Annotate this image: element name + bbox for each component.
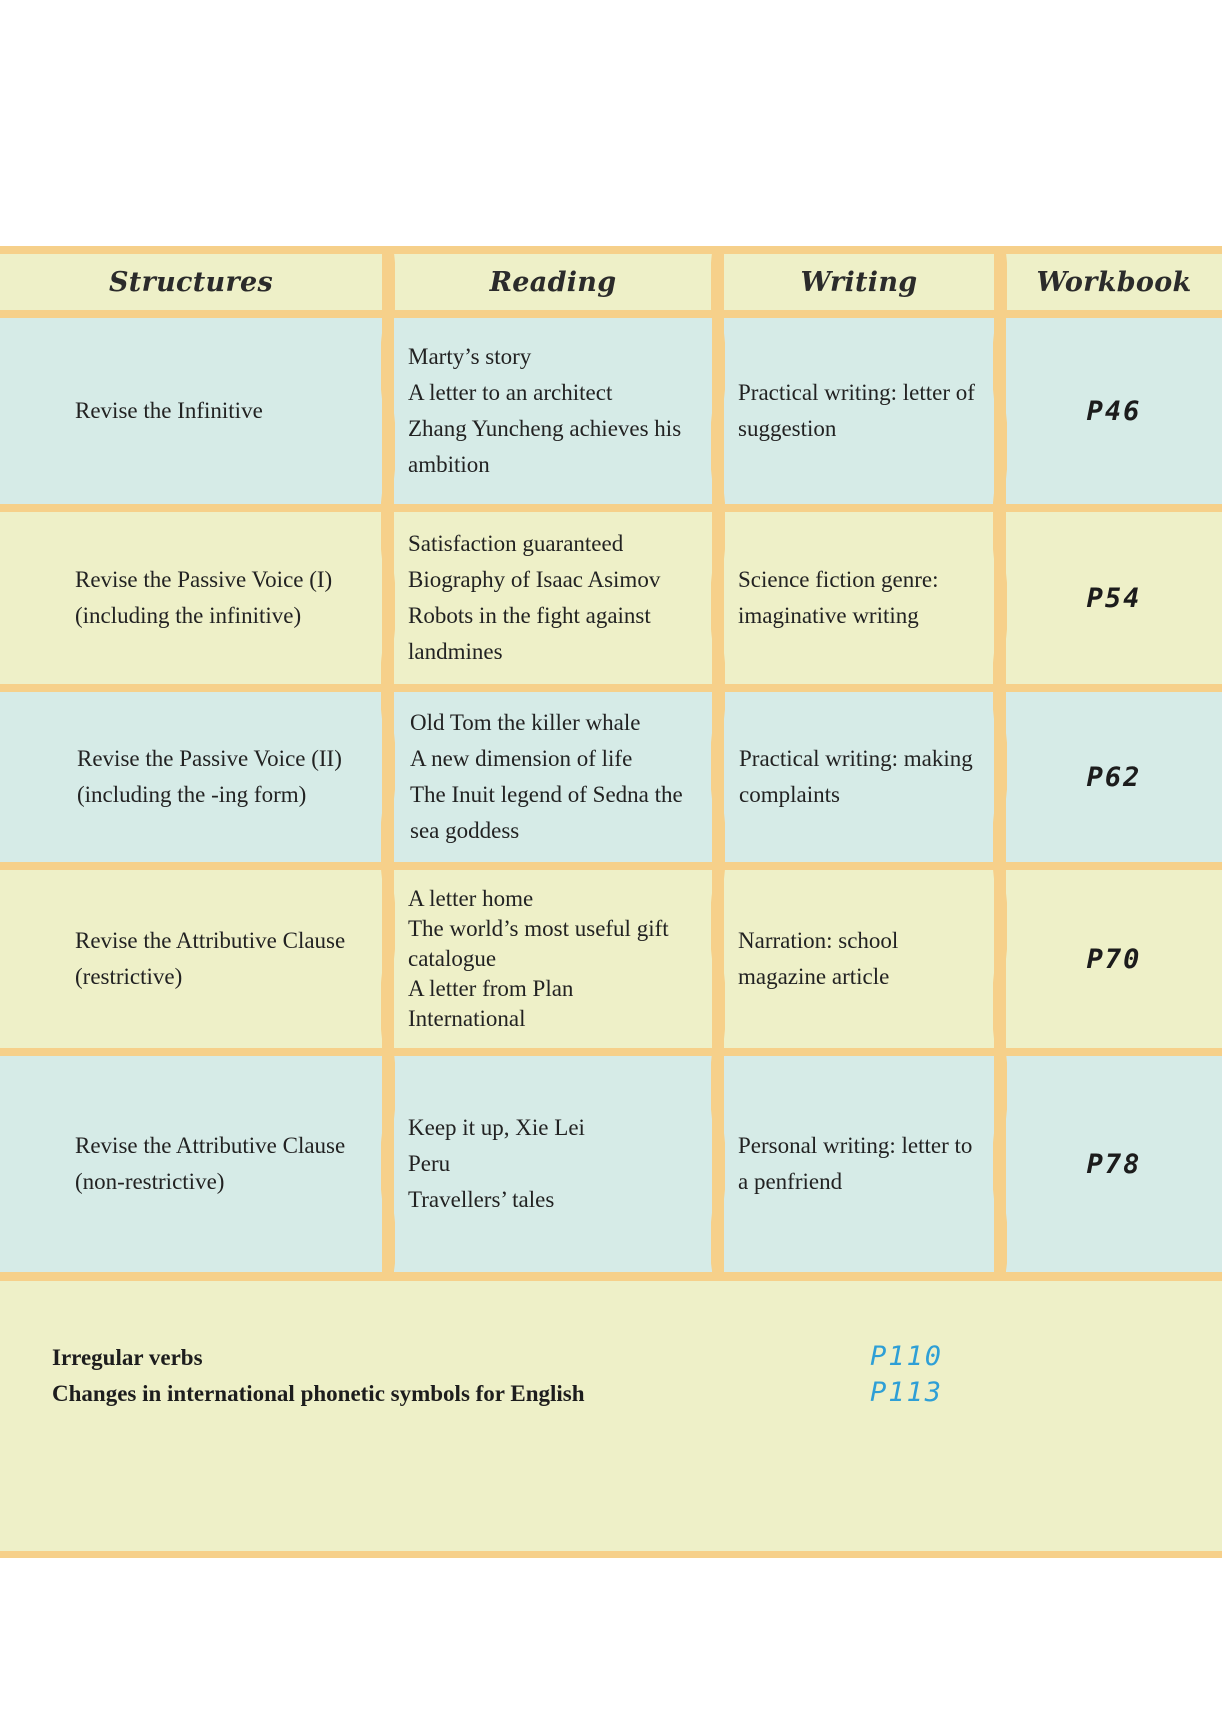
- header-structures-label: Structures: [109, 266, 273, 298]
- reading-line: Travellers’ tales: [408, 1187, 555, 1212]
- appendix-item-label: Changes in international phonetic symbols for English: [52, 1381, 585, 1406]
- header-structures: [0, 254, 382, 310]
- writing-line: Practical writing: letter of: [738, 380, 975, 405]
- reading-line: International: [408, 1006, 526, 1031]
- writing-line: Practical writing: making: [739, 746, 973, 771]
- reading-line: A letter home: [408, 886, 534, 911]
- structures-line: (including the -ing form): [77, 782, 307, 807]
- workbook-page: P54: [1006, 512, 1222, 684]
- structures-line: Revise the Passive Voice (I): [75, 567, 333, 592]
- writing-cell: [724, 1056, 994, 1272]
- reading-line: landmines: [408, 639, 503, 664]
- structures-line: Revise the Attributive Clause: [75, 1133, 346, 1158]
- reading-line: ambition: [408, 452, 490, 477]
- writing-line: a penfriend: [738, 1169, 843, 1194]
- workbook-page: P62: [1006, 692, 1222, 862]
- workbook-page: P46: [1006, 318, 1222, 504]
- reading-line: Marty’s story: [408, 344, 532, 369]
- appendix-item-label: Irregular verbs: [52, 1345, 203, 1370]
- table-row: [0, 692, 1222, 862]
- reading-line: A new dimension of life: [410, 746, 633, 771]
- workbook-page: P70: [1006, 870, 1222, 1048]
- writing-cell: [724, 870, 994, 1048]
- column-divider: [381, 246, 395, 1276]
- reading-line: The world’s most useful gift: [408, 916, 669, 941]
- reading-cell: [394, 512, 712, 684]
- reading-line: Keep it up, Xie Lei: [408, 1115, 585, 1140]
- header-workbook-label: Workbook: [1036, 266, 1192, 298]
- writing-line: Science fiction genre:: [738, 567, 939, 592]
- writing-cell: [724, 512, 994, 684]
- structures-line: (non-restrictive): [75, 1169, 225, 1194]
- writing-line: imaginative writing: [738, 603, 919, 628]
- writing-line: suggestion: [738, 416, 837, 441]
- reading-cell: [394, 318, 712, 504]
- header-reading: [394, 254, 712, 310]
- reading-line: Satisfaction guaranteed: [408, 531, 624, 556]
- writing-line: complaints: [739, 782, 840, 807]
- column-divider: [711, 246, 725, 1276]
- reading-line: Peru: [408, 1151, 451, 1176]
- appendix-section: [0, 1281, 1222, 1551]
- table-row: [0, 870, 1222, 1048]
- structures-cell: [0, 870, 382, 1048]
- table-row: [0, 318, 1222, 504]
- writing-line: Narration: school: [738, 928, 899, 953]
- reading-cell: [394, 870, 712, 1048]
- column-divider: [993, 246, 1007, 1276]
- reading-line: Robots in the fight against: [408, 603, 651, 628]
- reading-line: sea goddess: [410, 818, 520, 843]
- header-writing: [724, 254, 994, 310]
- workbook-page: P78: [1006, 1056, 1222, 1272]
- header-reading-label: Reading: [489, 266, 617, 298]
- reading-line: A letter to an architect: [408, 380, 613, 405]
- writing-cell: [724, 692, 994, 862]
- reading-line: Old Tom the killer whale: [410, 710, 641, 735]
- reading-line: Zhang Yuncheng achieves his: [408, 416, 682, 441]
- writing-cell: [724, 318, 994, 504]
- reading-line: Biography of Isaac Asimov: [408, 567, 661, 592]
- structures-line: Revise the Infinitive: [75, 398, 263, 423]
- structures-line: (restrictive): [75, 964, 183, 989]
- table-row: [0, 1056, 1222, 1272]
- reading-cell: [394, 692, 712, 862]
- reading-line: A letter from Plan: [408, 976, 574, 1001]
- header-workbook: [1006, 254, 1222, 310]
- appendix-page-link[interactable]: P110: [870, 1341, 944, 1372]
- reading-line: The Inuit legend of Sedna the: [410, 782, 683, 807]
- structures-cell: [0, 1056, 382, 1272]
- writing-line: Personal writing: letter to: [738, 1133, 973, 1158]
- structures-line: Revise the Attributive Clause: [75, 928, 346, 953]
- table-row: [0, 512, 1222, 684]
- structures-cell: [0, 512, 382, 684]
- reading-cell: [394, 1056, 712, 1272]
- structures-line: Revise the Passive Voice (II): [77, 746, 342, 771]
- structures-cell: [0, 318, 382, 504]
- header-row: [0, 254, 1222, 310]
- reading-line: catalogue: [408, 946, 497, 971]
- header-writing-label: Writing: [800, 266, 918, 298]
- writing-line: magazine article: [738, 964, 890, 989]
- appendix-page-link[interactable]: P113: [870, 1377, 944, 1408]
- structures-line: (including the infinitive): [75, 603, 302, 628]
- structures-cell: [0, 692, 382, 862]
